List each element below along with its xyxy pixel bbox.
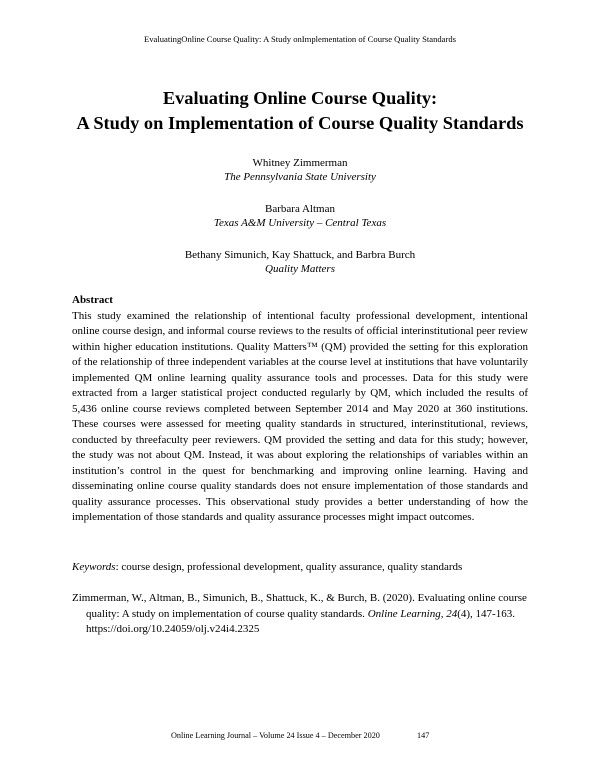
keywords-separator: : xyxy=(115,561,119,573)
keywords-text: course design, professional development, quality assurance, quality standards xyxy=(118,561,463,573)
title-line-1: Evaluating Online Course Quality: xyxy=(162,88,438,108)
running-header: EvaluatingOnline Course Quality: A Study onImplementation of Course Quality Standards xyxy=(144,34,456,44)
author-name: Barbara Altman xyxy=(265,203,335,215)
author-block-1 xyxy=(60,156,540,184)
page-number: 147 xyxy=(417,731,430,740)
title-line-2: A Study on Implementation of Course Quality Standards xyxy=(76,113,524,133)
abstract-heading: Abstract xyxy=(72,294,113,306)
author-name: Bethany Simunich, Kay Shattuck, and Barbra Burch xyxy=(184,249,416,261)
footer-journal: Online Learning Journal – Volume 24 Issue 4 – December 2020 xyxy=(171,731,380,740)
author-block-3 xyxy=(60,248,540,276)
author-name: Whitney Zimmerman xyxy=(252,157,348,169)
abstract-text: This study examined the relationship of intentional faculty professional development, intentional online course design, and informal course reviews to the results of official interinstitutional peer review within higher education institutions. Quality Matters™ (QM) provided the setting for this exploration of the relationship of three independent variables at the course level at institutions that have voluntarily implemented QM online learning quality assurance tools and processes. Data for this study were extracted from a larger statistical project conducted regularly by QM, which included the results of 5,436 online course reviews completed between September 2014 and May 2020 at 360 institutions. These courses were assessed for meeting quality standards in structured, interinstitutional, reviews, conducted by threefaculty peer reviewers. QM provided the setting and data for this study; however, the study was not about QM. Instead, it was about exploring the relationships of variables within an institution’s control in the quest for benchmarking and improving online learning. Having and disseminating online course quality standards does not ensure implementation of those standards and quality assurance processes. This observational study provides a better understanding of how the implementation of those standards and quality assurance processes might impact outcomes. xyxy=(72,309,528,523)
keywords-line xyxy=(72,560,528,575)
author-affiliation: The Pennsylvania State University xyxy=(224,171,376,183)
author-block-2 xyxy=(60,202,540,230)
citation-text: Zimmerman, W., Altman, B., Simunich, B., Shattuck, K., & Burch, B. (2020). Evaluating online course quality: A study on implementation of course quality standards. xyxy=(72,592,527,620)
paper-title xyxy=(40,86,560,136)
author-affiliation: Quality Matters xyxy=(265,263,335,275)
abstract-section xyxy=(72,293,528,526)
author-affiliation: Texas A&M University – Central Texas xyxy=(213,217,387,229)
citation-issue-doi: (4), 147-163. https://doi.org/10.24059/olj.v24i4.2325 xyxy=(86,607,515,635)
citation xyxy=(72,591,528,638)
keywords-label: Keywords xyxy=(72,561,116,573)
citation-journal: Online Learning, 24 xyxy=(367,607,458,620)
